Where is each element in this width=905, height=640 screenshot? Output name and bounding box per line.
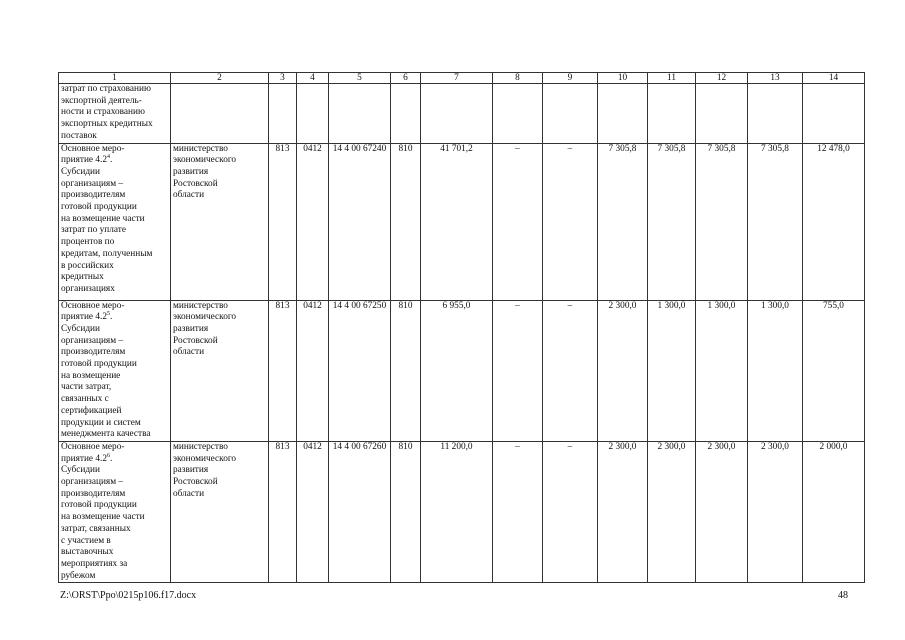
measure-text: . Субсидии организациям – производителям готовой продукции на возмещение части затрат по уплате процентов по кредитам, полученным в российских кредитных организациях bbox=[61, 155, 153, 294]
year-value: – bbox=[543, 300, 598, 441]
expense-type-code bbox=[391, 84, 421, 144]
table-row bbox=[59, 441, 865, 582]
year-value: 2 300,0 bbox=[598, 441, 648, 582]
target-article-code: 14 4 00 67250 bbox=[329, 300, 391, 441]
year-value: 2 300,0 bbox=[648, 441, 696, 582]
column-number: 14 bbox=[803, 73, 865, 84]
year-value: 2 000,0 bbox=[803, 441, 865, 582]
year-value: 2 300,0 bbox=[696, 441, 748, 582]
grbs-code: 813 bbox=[269, 300, 297, 441]
measure-title: Основное меро- приятие 4.2 bbox=[61, 143, 125, 166]
target-article-code: 14 4 00 67260 bbox=[329, 441, 391, 582]
column-number: 12 bbox=[696, 73, 748, 84]
year-value: – bbox=[493, 441, 543, 582]
footer-file-path: Z:\ORST\Ppo\0215p106.f17.docx bbox=[60, 590, 197, 601]
column-number: 1 bbox=[59, 73, 171, 84]
responsible-executor bbox=[171, 84, 269, 144]
grbs-code bbox=[269, 84, 297, 144]
grbs-code: 813 bbox=[269, 143, 297, 300]
column-number: 5 bbox=[329, 73, 391, 84]
table-row bbox=[59, 300, 865, 441]
measure-text: . Субсидии организациям – производителям готовой продукции на возмещение части затрат, связанных с участием в выставочных мероприятиях за рубежом bbox=[61, 453, 145, 581]
column-number: 9 bbox=[543, 73, 598, 84]
total-amount: 41 701,2 bbox=[421, 143, 493, 300]
grbs-code: 813 bbox=[269, 441, 297, 582]
year-value: 7 305,8 bbox=[696, 143, 748, 300]
year-value: – bbox=[493, 300, 543, 441]
year-value: – bbox=[543, 143, 598, 300]
responsible-executor: министерство экономического развития Ростовской области bbox=[171, 300, 269, 441]
year-value bbox=[803, 84, 865, 144]
year-value bbox=[543, 84, 598, 144]
year-value: 2 300,0 bbox=[748, 441, 803, 582]
year-value bbox=[493, 84, 543, 144]
total-amount: 6 955,0 bbox=[421, 300, 493, 441]
page-number: 48 bbox=[838, 590, 848, 601]
year-value bbox=[648, 84, 696, 144]
section-code: 0412 bbox=[297, 143, 329, 300]
section-code: 0412 bbox=[297, 300, 329, 441]
target-article-code bbox=[329, 84, 391, 144]
column-number: 8 bbox=[493, 73, 543, 84]
measure-description bbox=[59, 143, 171, 300]
year-value: 755,0 bbox=[803, 300, 865, 441]
year-value: 12 478,0 bbox=[803, 143, 865, 300]
measure-title: Основное меро- приятие 4.2 bbox=[61, 441, 125, 464]
year-value: 1 300,0 bbox=[748, 300, 803, 441]
column-number: 3 bbox=[269, 73, 297, 84]
year-value: 1 300,0 bbox=[648, 300, 696, 441]
section-code bbox=[297, 84, 329, 144]
year-value: 7 305,8 bbox=[648, 143, 696, 300]
measure-title: Основное меро- приятие 4.2 bbox=[61, 300, 125, 323]
column-number: 7 bbox=[421, 73, 493, 84]
year-value: 7 305,8 bbox=[598, 143, 648, 300]
footnote-marker: 6 bbox=[107, 452, 110, 459]
year-value: 2 300,0 bbox=[598, 300, 648, 441]
year-value: 7 305,8 bbox=[748, 143, 803, 300]
target-article-code: 14 4 00 67240 bbox=[329, 143, 391, 300]
responsible-executor: министерство экономического развития Ростовской области bbox=[171, 441, 269, 582]
column-number: 13 bbox=[748, 73, 803, 84]
year-value bbox=[598, 84, 648, 144]
column-number: 11 bbox=[648, 73, 696, 84]
expense-type-code: 810 bbox=[391, 143, 421, 300]
column-number: 4 bbox=[297, 73, 329, 84]
year-value bbox=[696, 84, 748, 144]
total-amount: 11 200,0 bbox=[421, 441, 493, 582]
table-row bbox=[59, 84, 865, 144]
expense-type-code: 810 bbox=[391, 441, 421, 582]
column-number: 2 bbox=[171, 73, 269, 84]
responsible-executor: министерство экономического развития Ростовской области bbox=[171, 143, 269, 300]
measure-text: . Субсидии организациям – производителям готовой продукции на возмещение части затрат, связанных с сертификацией продукции и систем менеджмента качества bbox=[61, 312, 151, 440]
footnote-marker: 5 bbox=[107, 311, 110, 318]
measure-description bbox=[59, 300, 171, 441]
measure-description: затрат по страхованию экспортной деятель- ности и страхованию экспортных кредитных поставок bbox=[59, 84, 171, 144]
year-value: – bbox=[493, 143, 543, 300]
year-value: – bbox=[543, 441, 598, 582]
table-header-row bbox=[59, 73, 865, 84]
footnote-marker: 4 bbox=[107, 154, 110, 161]
column-number: 6 bbox=[391, 73, 421, 84]
year-value bbox=[748, 84, 803, 144]
year-value: 1 300,0 bbox=[696, 300, 748, 441]
expense-type-code: 810 bbox=[391, 300, 421, 441]
budget-table bbox=[58, 72, 865, 583]
column-number: 10 bbox=[598, 73, 648, 84]
section-code: 0412 bbox=[297, 441, 329, 582]
total-amount bbox=[421, 84, 493, 144]
measure-description bbox=[59, 441, 171, 582]
table-row bbox=[59, 143, 865, 300]
